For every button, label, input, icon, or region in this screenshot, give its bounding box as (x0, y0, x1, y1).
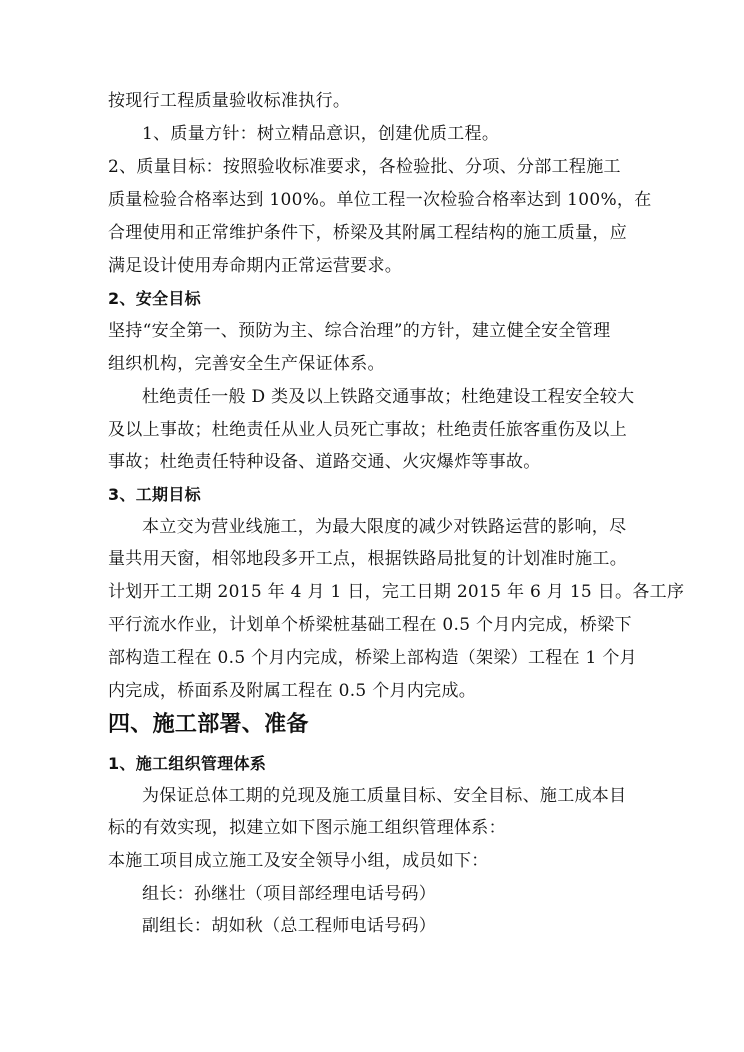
paragraph-line: 合理使用和正常维护条件下，桥梁及其附属工程结构的施工质量，应 (108, 223, 627, 243)
paragraph-line: 事故；杜绝责任特种设备、道路交通、火灾爆炸等事故。 (108, 452, 541, 472)
quality-policy-line: 1、质量方针：树立精品意识，创建优质工程。 (142, 124, 500, 144)
paragraph-line: 部构造工程在 0.5 个月内完成，桥梁上部构造（架梁）工程在 1 个月 (108, 648, 637, 668)
paragraph-line: 杜绝责任一般 D 类及以上铁路交通事故；杜绝建设工程安全较大 (142, 387, 635, 407)
paragraph-line: 内完成，桥面系及附属工程在 0.5 个月内完成。 (108, 681, 477, 701)
deputy-leader-line: 副组长：胡如秋（总工程师电话号码） (142, 916, 437, 936)
heading-schedule-target: 3、工期目标 (108, 485, 201, 504)
paragraph-line: 及以上事故；杜绝责任从业人员死亡事故；杜绝责任旅客重伤及以上 (108, 420, 627, 440)
quality-target-line: 2、质量目标：按照验收标准要求，各检验批、分项、分部工程施工 (108, 157, 621, 177)
paragraph-line: 量共用天窗，相邻地段多开工点，根据铁路局批复的计划准时施工。 (108, 549, 627, 569)
paragraph-line: 平行流水作业，计划单个桥梁桩基础工程在 0.5 个月内完成，桥梁下 (108, 615, 632, 635)
paragraph-line: 为保证总体工期的兑现及施工质量目标、安全目标、施工成本目 (142, 786, 627, 806)
heading-org-system: 1、施工组织管理体系 (108, 754, 267, 773)
paragraph-line: 本立交为营业线施工，为最大限度的减少对铁路运营的影响，尽 (142, 517, 627, 537)
section-title: 四、施工部署、准备 (108, 712, 309, 737)
paragraph-line: 按现行工程质量验收标准执行。 (108, 91, 351, 111)
paragraph-line: 满足设计使用寿命期内正常运营要求。 (108, 256, 403, 276)
paragraph-line: 坚持“安全第一、预防为主、综合治理”的方针，建立健全安全管理 (108, 321, 611, 341)
paragraph-line: 计划开工工期 2015 年 4 月 1 日，完工日期 2015 年 6 月 15 日。各工序 (108, 582, 685, 602)
heading-safety-target: 2、安全目标 (108, 289, 201, 308)
team-leader-line: 组长：孙继壮（项目部经理电话号码） (142, 884, 437, 904)
paragraph-line: 标的有效实现，拟建立如下图示施工组织管理体系： (108, 818, 506, 838)
paragraph-line: 质量检验合格率达到 100%。单位工程一次检验合格率达到 100%，在 (108, 190, 652, 210)
paragraph-line: 组织机构，完善安全生产保证体系。 (108, 354, 385, 374)
paragraph-line: 本施工项目成立施工及安全领导小组，成员如下： (108, 851, 489, 871)
